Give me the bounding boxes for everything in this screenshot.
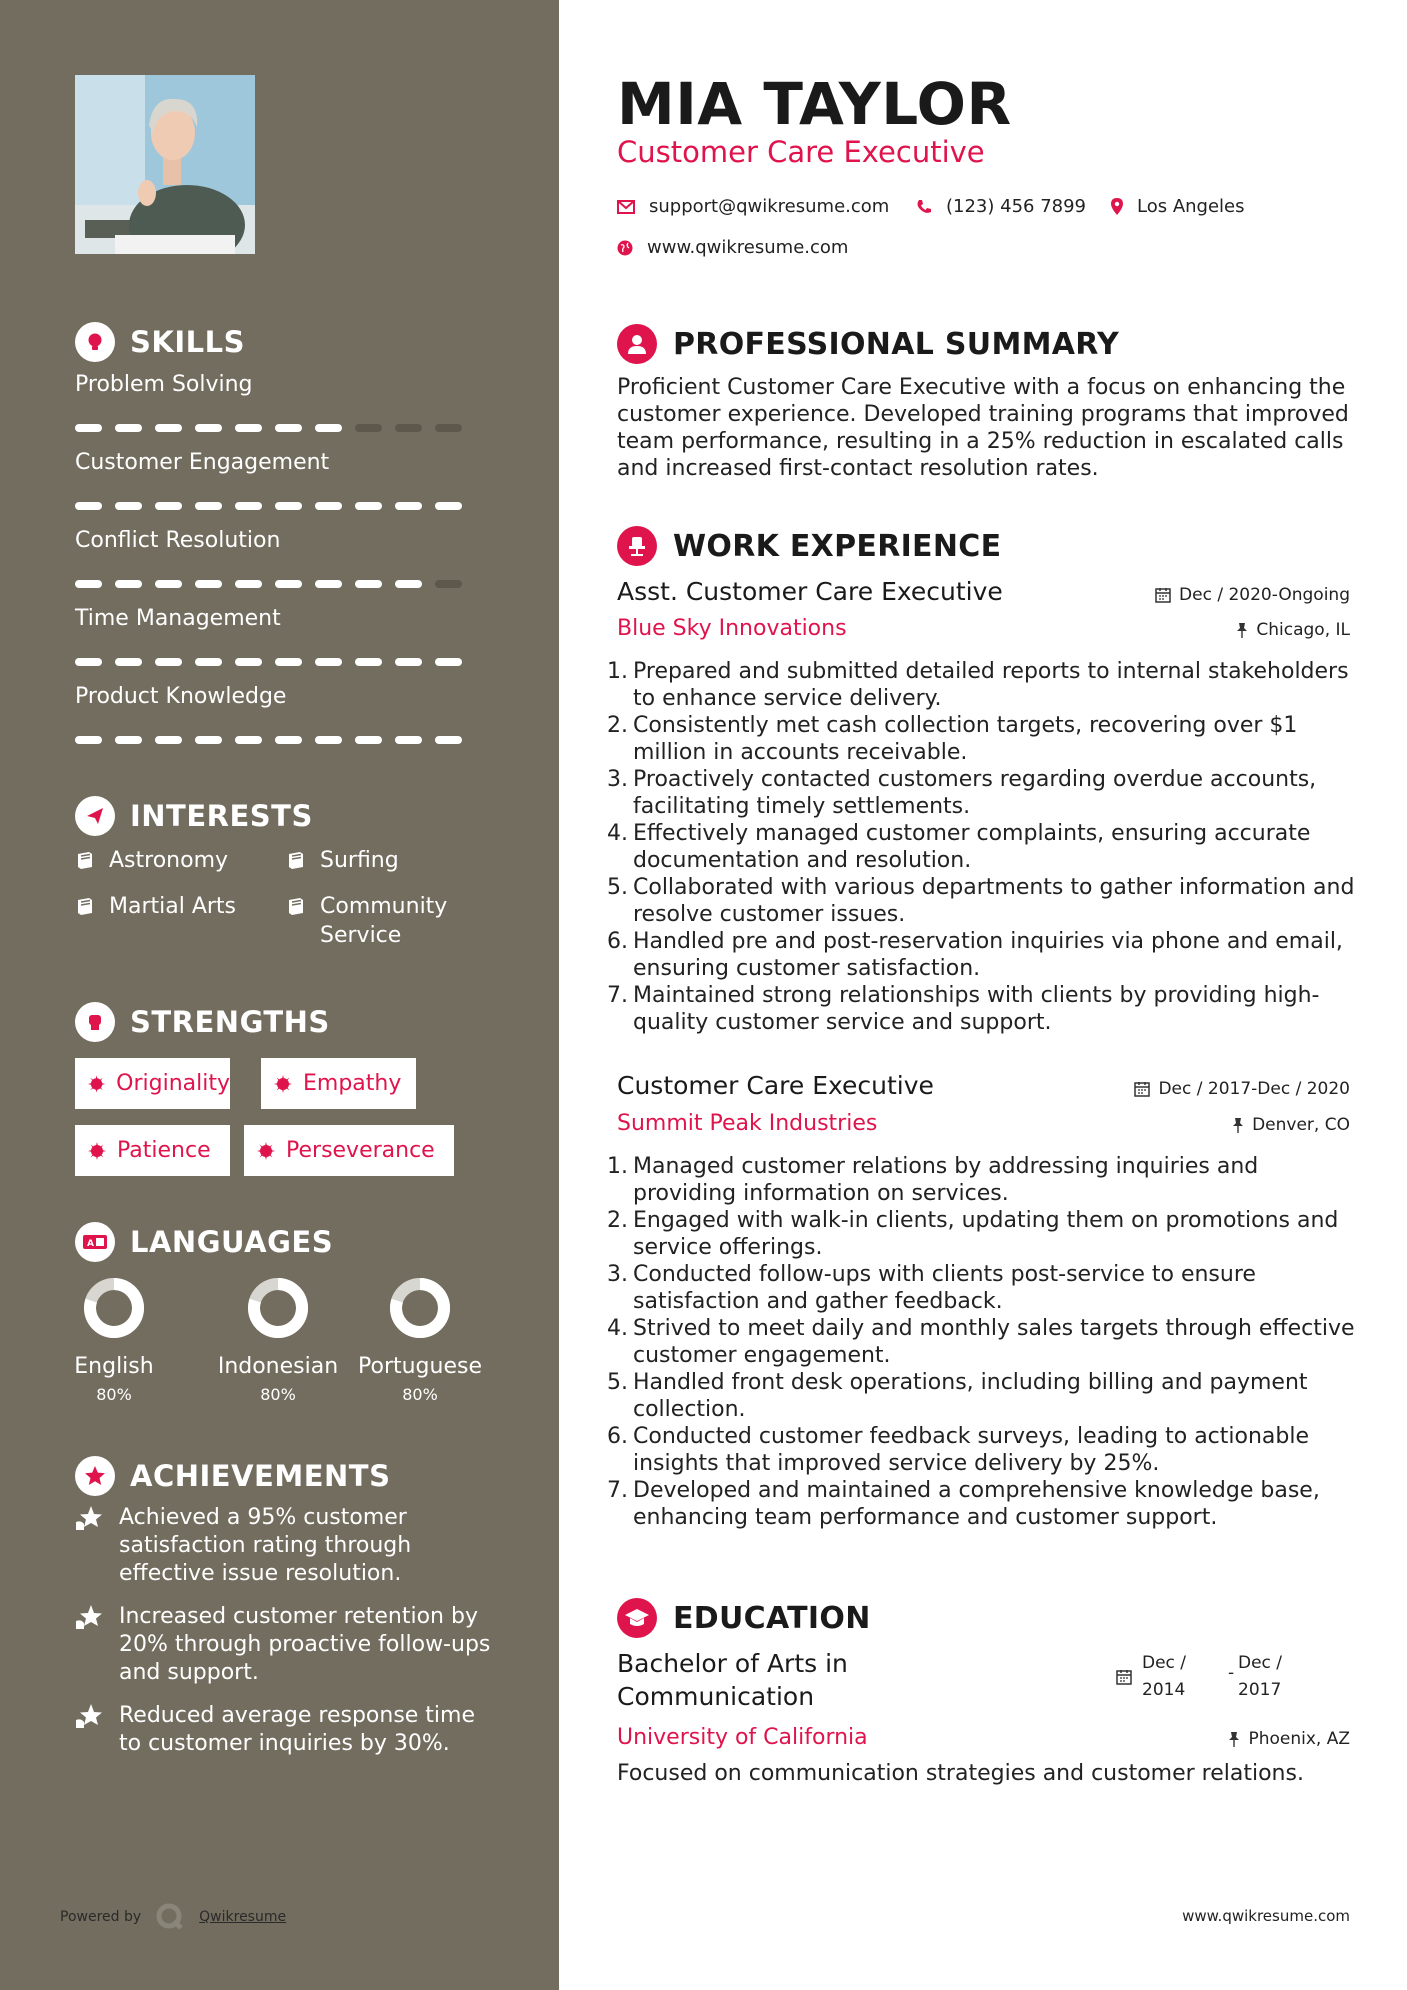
achievement-item: Reduced average response time to customer inquiries by 30%. — [75, 1702, 495, 1758]
burst-icon — [87, 1074, 106, 1094]
job-location: Chicago, IL — [1236, 620, 1350, 640]
book-icon — [75, 896, 95, 916]
job-title: Customer Care Executive — [617, 1071, 934, 1100]
interest-item: Astronomy — [75, 846, 228, 875]
skill-dash — [235, 580, 262, 588]
responsibility-item: 1. Managed customer relations by addressing inquiries and providing information on services. — [607, 1154, 1259, 1206]
skill-dash — [275, 736, 302, 744]
achievement-item: Increased customer retention by 20% through proactive follow-ups and support. — [75, 1603, 495, 1687]
skill-dash — [235, 502, 262, 510]
fist-icon — [75, 1002, 115, 1042]
job-title: Asst. Customer Care Executive — [617, 577, 1003, 606]
translate-icon — [75, 1222, 115, 1262]
skill-dash — [315, 658, 342, 666]
language-item: English 80% — [44, 1276, 184, 1404]
achievements-title: ACHIEVEMENTS — [130, 1459, 391, 1493]
language-item: Portuguese 80% — [350, 1276, 490, 1404]
skill-dash — [275, 502, 302, 510]
map-pin-icon — [1111, 198, 1123, 215]
calendar-icon — [1116, 1669, 1132, 1685]
book-icon — [286, 896, 306, 916]
qwikresume-logo-icon — [155, 1902, 185, 1932]
pushpin-icon — [1236, 622, 1248, 638]
skill-dash — [115, 502, 142, 510]
responsibility-item: 5. Handled front desk operations, including billing and payment collection. — [607, 1370, 1308, 1422]
graduation-cap-icon — [617, 1598, 657, 1638]
paper-plane-icon — [75, 796, 115, 836]
interests-title: INTERESTS — [130, 799, 313, 833]
strength-tag: Empathy — [261, 1058, 416, 1109]
skill-dash — [235, 736, 262, 744]
skill-dash — [115, 424, 142, 432]
skill-dash — [355, 658, 382, 666]
skill-dash — [235, 658, 262, 666]
contact-website[interactable]: www.qwikresume.com — [617, 237, 848, 258]
skill-dash — [395, 658, 422, 666]
job-location: Denver, CO — [1232, 1115, 1350, 1135]
responsibility-item: 7. Developed and maintained a comprehensive knowledge base, enhancing team performance and customer support. — [607, 1478, 1320, 1530]
lightbulb-icon — [75, 322, 115, 362]
skill-dash — [315, 580, 342, 588]
summary-heading: PROFESSIONAL SUMMARY — [617, 324, 1119, 364]
education-description: Focused on communication strategies and customer relations. — [617, 1761, 1304, 1786]
language-progress-ring — [82, 1276, 146, 1340]
strengths-heading — [75, 1002, 330, 1042]
skill-dash — [435, 502, 462, 510]
contact-phone[interactable]: (123) 456 7899 — [916, 196, 1086, 217]
skill-name: Conflict Resolution — [75, 528, 281, 553]
responsibility-item: 7. Maintained strong relationships with clients by providing high-quality customer service and support. — [607, 983, 1320, 1035]
skill-level-bar — [75, 580, 462, 588]
strengths-title: STRENGTHS — [130, 1005, 330, 1039]
skill-dash — [115, 658, 142, 666]
skill-level-bar — [75, 502, 462, 510]
responsibility-item: 3. Proactively contacted customers regarding overdue accounts, facilitating timely settlements. — [607, 767, 1317, 819]
office-chair-icon — [617, 526, 657, 566]
achievements-heading — [75, 1456, 390, 1496]
summary-text: Proficient Customer Care Executive with a focus on enhancing the customer experience. Developed training programs that improved team performance, resulting in a 25% reduction in escalated calls and increased first-contact resolution rates. — [617, 375, 1349, 481]
responsibility-item: 6. Handled pre and post-reservation inquiries via phone and email, ensuring customer satisfaction. — [607, 929, 1343, 981]
skill-dash — [195, 502, 222, 510]
skill-dash — [435, 424, 462, 432]
experience-heading: WORK EXPERIENCE — [617, 526, 1001, 566]
degree: Bachelor of Arts in Communication — [617, 1649, 848, 1711]
contact-location: Los Angeles — [1111, 196, 1245, 217]
skill-dash — [395, 424, 422, 432]
job-responsibilities — [607, 1153, 1367, 1531]
qwikresume-link[interactable]: Qwikresume — [199, 1909, 287, 1925]
skill-dash — [155, 736, 182, 744]
skill-dash — [435, 658, 462, 666]
skills-title: SKILLS — [130, 325, 245, 359]
language-progress-ring — [388, 1276, 452, 1340]
burst-icon — [273, 1074, 293, 1094]
skills-heading — [75, 322, 245, 362]
user-icon — [617, 324, 657, 364]
skill-dash — [355, 502, 382, 510]
candidate-name: MIA TAYLOR — [617, 70, 1012, 138]
skill-dash — [195, 658, 222, 666]
book-icon — [75, 850, 95, 870]
skill-dash — [75, 424, 102, 432]
strength-tag: Originality — [75, 1058, 230, 1109]
responsibility-item: 3. Conducted follow-ups with clients post-service to ensure satisfaction and gather feedback. — [607, 1262, 1256, 1314]
school: University of California — [617, 1725, 868, 1750]
language-progress-ring — [246, 1276, 310, 1340]
languages-heading — [75, 1222, 333, 1262]
responsibility-item: 2. Engaged with walk-in clients, updating them on promotions and service offerings. — [607, 1208, 1339, 1260]
skill-dash — [315, 736, 342, 744]
skill-dash — [435, 580, 462, 588]
skill-name: Time Management — [75, 606, 281, 631]
education-heading: EDUCATION — [617, 1598, 871, 1638]
skill-dash — [315, 502, 342, 510]
job-dates: Dec / 2017-Dec / 2020 — [1134, 1079, 1350, 1099]
burst-icon — [256, 1141, 276, 1161]
skill-dash — [195, 424, 222, 432]
responsibility-item: 1. Prepared and submitted detailed reports to internal stakeholders to enhance service delivery. — [607, 659, 1349, 711]
skill-level-bar — [75, 424, 462, 432]
skill-dash — [75, 736, 102, 744]
book-icon — [286, 850, 306, 870]
skill-dash — [275, 580, 302, 588]
star-badge-icon — [75, 1456, 115, 1496]
burst-icon — [87, 1141, 107, 1161]
achievement-item: Achieved a 95% customer satisfaction rating through effective issue resolution. — [75, 1504, 495, 1588]
svg-text:A: A — [87, 1239, 95, 1249]
star-hand-icon — [75, 1702, 107, 1730]
powered-by: Powered by Qwikresume — [60, 1902, 286, 1932]
sidebar — [0, 0, 559, 1990]
skill-dash — [155, 424, 182, 432]
education-end-date: Dec / 2017 — [1238, 1653, 1283, 1700]
skill-dash — [395, 736, 422, 744]
skill-level-bar — [75, 736, 462, 744]
skill-dash — [395, 580, 422, 588]
candidate-role: Customer Care Executive — [617, 135, 985, 169]
responsibility-item: 2. Consistently met cash collection targets, recovering over $1 million in accounts receivable. — [607, 713, 1298, 765]
skill-name: Product Knowledge — [75, 684, 287, 709]
skill-dash — [275, 658, 302, 666]
interest-item: Martial Arts — [75, 892, 236, 921]
job-company: Summit Peak Industries — [617, 1111, 878, 1136]
responsibility-item: 4. Strived to meet daily and monthly sales targets through effective customer engagement. — [607, 1316, 1355, 1368]
education-location: Phoenix, AZ — [1228, 1729, 1350, 1749]
skill-dash — [195, 736, 222, 744]
education-start-date: Dec / 2014 — [1116, 1650, 1196, 1704]
skill-dash — [235, 424, 262, 432]
envelope-icon — [617, 200, 635, 214]
skill-name: Problem Solving — [75, 372, 253, 397]
interest-item: Community Service — [286, 892, 466, 950]
star-hand-icon — [75, 1504, 107, 1532]
strength-tag: Perseverance — [244, 1125, 454, 1176]
skill-dash — [155, 502, 182, 510]
profile-photo — [75, 75, 255, 254]
skill-dash — [115, 580, 142, 588]
globe-icon — [617, 240, 633, 256]
skill-dash — [275, 424, 302, 432]
skill-dash — [75, 580, 102, 588]
education-date-separator: - — [1228, 1663, 1235, 1683]
skill-dash — [75, 658, 102, 666]
job-dates: Dec / 2020-Ongoing — [1155, 585, 1350, 605]
job-responsibilities — [607, 658, 1367, 1036]
pushpin-icon — [1232, 1117, 1244, 1133]
skill-dash — [195, 580, 222, 588]
skill-dash — [315, 424, 342, 432]
responsibility-item: 6. Conducted customer feedback surveys, leading to actionable insights that improved service delivery by 25%. — [607, 1424, 1310, 1476]
language-item: Indonesian 80% — [208, 1276, 348, 1404]
skill-dash — [355, 736, 382, 744]
responsibility-item: 5. Collaborated with various departments to gather information and resolve customer issues. — [607, 875, 1355, 927]
contact-email[interactable]: support@qwikresume.com — [617, 196, 889, 217]
pushpin-icon — [1228, 1731, 1240, 1747]
skill-dash — [435, 736, 462, 744]
strength-tag: Patience — [75, 1125, 230, 1176]
job-company: Blue Sky Innovations — [617, 616, 847, 641]
skill-dash — [355, 580, 382, 588]
phone-icon — [916, 199, 932, 215]
languages-title: LANGUAGES — [130, 1225, 334, 1259]
main-content — [559, 0, 1407, 1990]
skill-level-bar — [75, 658, 462, 666]
calendar-icon — [1155, 587, 1171, 603]
responsibility-item: 4. Effectively managed customer complaints, ensuring accurate documentation and resolution. — [607, 821, 1311, 873]
skill-dash — [115, 736, 142, 744]
skill-dash — [75, 502, 102, 510]
skill-dash — [355, 424, 382, 432]
star-hand-icon — [75, 1603, 107, 1631]
interests-heading — [75, 796, 313, 836]
calendar-icon — [1134, 1081, 1150, 1097]
skill-dash — [155, 580, 182, 588]
skill-name: Customer Engagement — [75, 450, 330, 475]
footer-url[interactable]: www.qwikresume.com — [1182, 1907, 1350, 1925]
interest-item: Surfing — [286, 846, 399, 875]
skill-dash — [395, 502, 422, 510]
skill-dash — [155, 658, 182, 666]
